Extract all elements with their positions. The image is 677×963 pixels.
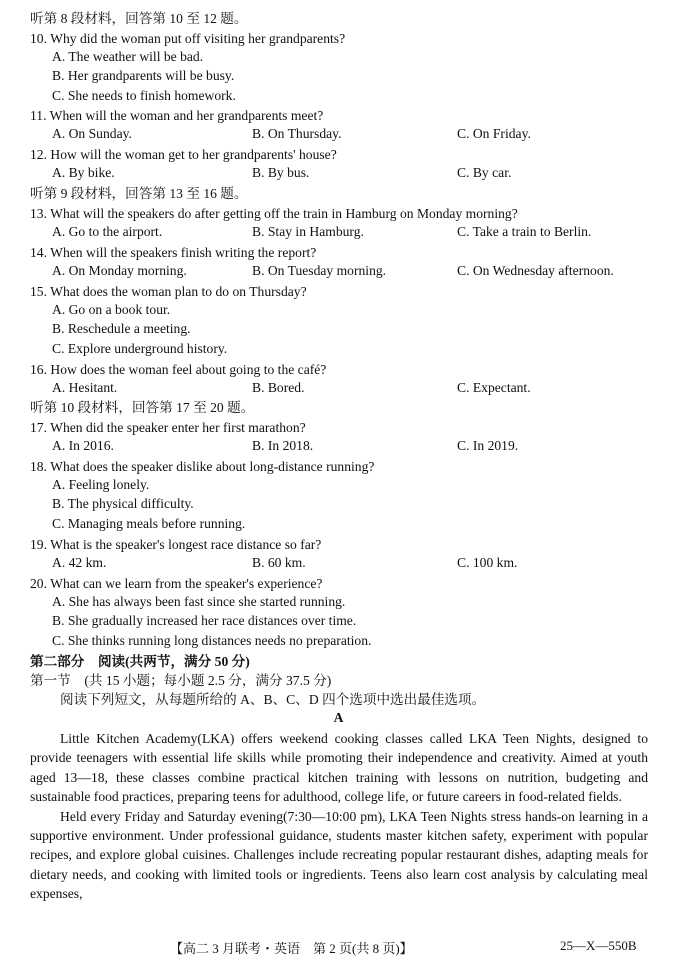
option-c[interactable]: C. By car. — [457, 164, 512, 180]
option-a[interactable]: A. Feeling lonely. — [52, 476, 150, 492]
option-b[interactable]: B. On Tuesday morning. — [252, 262, 387, 278]
option-b[interactable]: B. 60 km. — [252, 554, 306, 570]
option-c[interactable]: C. Explore underground history. — [52, 340, 228, 356]
section1-title: 第一节 (共 15 小题；每小题 2.5 分，满分 37.5 分) — [30, 673, 332, 688]
footer-page-info: 【高二 3 月联考・英语 第 2 页(共 8 页)】 — [170, 941, 413, 956]
question-stem: 19. What is the speaker's longest race distance so far? — [30, 537, 322, 552]
question-stem: 16. How does the woman feel about going to the café? — [30, 362, 327, 377]
question-stem: 12. How will the woman get to her grandparents' house? — [30, 147, 337, 162]
option-a[interactable]: A. Hesitant. — [52, 379, 118, 395]
reading-instruction: 阅读下列短文，从每题所给的 A、B、C、D 四个选项中选出最佳选项。 — [60, 692, 486, 707]
passage-a — [30, 729, 648, 904]
option-b[interactable]: B. Stay in Hamburg. — [252, 223, 364, 239]
question-stem: 13. What will the speakers do after getting off the train in Hamburg on Monday morning? — [30, 206, 518, 221]
question-stem: 17. When did the speaker enter her first marathon? — [30, 420, 306, 435]
option-a[interactable]: A. 42 km. — [52, 554, 107, 570]
option-a[interactable]: A. On Monday morning. — [52, 262, 187, 278]
option-c[interactable]: C. Managing meals before running. — [52, 515, 246, 531]
option-c[interactable]: C. On Wednesday afternoon. — [457, 262, 614, 278]
passage-paragraph-2: Held every Friday and Saturday evening(7:30—10:00 pm), LKA Teen Nights stress hands-on learning in a supportive environment. Under professional guidance, students master kitchen safety, experiment with popular recipes, and explore global cuisines. Challenges include recreating popular restaurant dishes, adapting meals for dietary needs, and cooking with limited tools or ingredients. Teens also learn cost analysis by calculating meal expenses, — [30, 808, 648, 902]
option-b[interactable]: B. In 2018. — [252, 437, 314, 453]
option-a[interactable]: A. In 2016. — [52, 437, 114, 453]
option-a[interactable]: A. By bike. — [52, 164, 115, 180]
question-stem: 15. What does the woman plan to do on Thursday? — [30, 284, 307, 299]
question-stem: 20. What can we learn from the speaker's experience? — [30, 576, 323, 591]
option-a[interactable]: A. She has always been fast since she started running. — [52, 593, 346, 609]
listening-header-8: 听第 8 段材料，回答第 10 至 12 题。 — [30, 11, 248, 26]
option-b[interactable]: B. Her grandparents will be busy. — [52, 68, 235, 83]
part2-title: 第二部分 阅读(共两节，满分 50 分) — [30, 654, 250, 669]
option-c[interactable]: C. She thinks running long distances needs no preparation. — [52, 632, 372, 648]
question-stem: 18. What does the speaker dislike about long-distance running? — [30, 459, 375, 474]
option-b[interactable]: B. The physical difficulty. — [52, 496, 194, 511]
option-b[interactable]: B. She gradually increased her race distances over time. — [52, 613, 357, 628]
option-b[interactable]: B. Reschedule a meeting. — [52, 321, 191, 336]
option-a[interactable]: A. Go on a book tour. — [52, 301, 171, 317]
passage-paragraph-1: Little Kitchen Academy(LKA) offers weekend cooking classes called LKA Teen Nights, designed to provide teenagers with essential life skills while promoting their independence and creativity. Aimed at youth aged 13—18, these classes combine practical kitchen training with lessons on nutrition, budgeting and sustainable food practices, preparing teens for adulthood, college life, or future careers in food-related fields. — [30, 731, 648, 805]
option-a[interactable]: A. The weather will be bad. — [52, 48, 204, 64]
option-a[interactable]: A. Go to the airport. — [52, 223, 163, 239]
option-c[interactable]: C. In 2019. — [457, 437, 519, 453]
option-b[interactable]: B. By bus. — [252, 164, 310, 180]
option-c[interactable]: C. Expectant. — [457, 379, 531, 395]
question-stem: 14. When will the speakers finish writing the report? — [30, 245, 317, 260]
footer-code: 25—X—550B — [560, 938, 637, 953]
question-stem: 10. Why did the woman put off visiting her grandparents? — [30, 31, 346, 46]
option-c[interactable]: C. 100 km. — [457, 554, 518, 570]
option-a[interactable]: A. On Sunday. — [52, 125, 132, 141]
option-c[interactable]: C. She needs to finish homework. — [52, 87, 236, 103]
listening-header-9: 听第 9 段材料，回答第 13 至 16 题。 — [30, 186, 248, 201]
listening-header-10: 听第 10 段材料，回答第 17 至 20 题。 — [30, 400, 255, 415]
option-c[interactable]: C. On Friday. — [457, 125, 531, 141]
option-b[interactable]: B. Bored. — [252, 379, 305, 395]
passage-label: A — [333, 710, 344, 725]
option-b[interactable]: B. On Thursday. — [252, 125, 342, 141]
question-stem: 11. When will the woman and her grandparents meet? — [30, 108, 324, 123]
option-c[interactable]: C. Take a train to Berlin. — [457, 223, 592, 239]
